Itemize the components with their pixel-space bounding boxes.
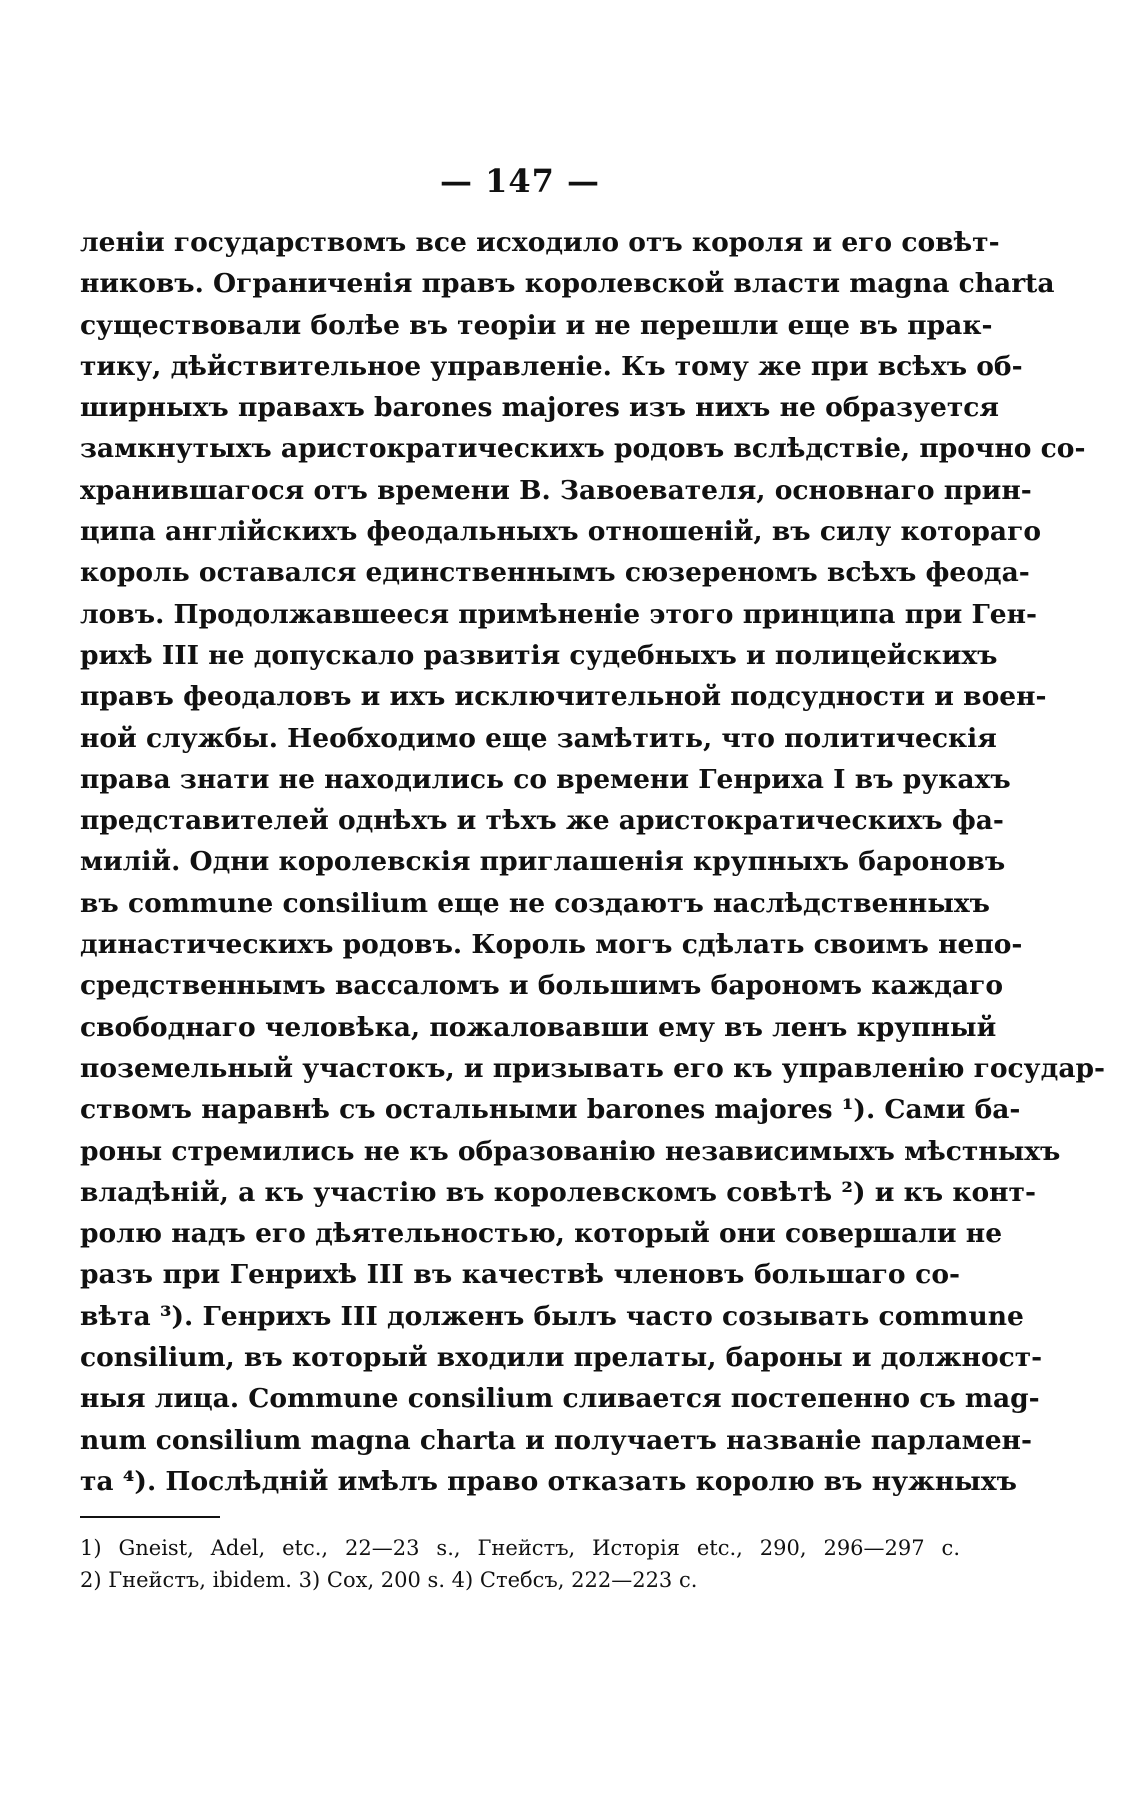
body-line: леніи государствомъ все исходило отъ короля и его совѣт- bbox=[80, 227, 1000, 258]
footnote-divider bbox=[80, 1516, 220, 1518]
body-line: владѣній, а къ участію въ королевскомъ совѣтѣ ²) и къ конт- bbox=[80, 1176, 1036, 1208]
body-line: свободнаго человѣка, пожаловавши ему въ ленъ крупный bbox=[80, 1011, 997, 1043]
body-line: права знати не находились со времени Генриха I въ рукахъ bbox=[80, 763, 1011, 795]
body-line: поземельный участокъ, и призывать его къ управленію государ- bbox=[80, 1052, 1106, 1084]
body-line: ципа англійскихъ феодальныхъ отношеній, въ силу котораго bbox=[80, 516, 1042, 548]
body-line: въ commune consilium еще не создаютъ наслѣдственныхъ bbox=[80, 887, 991, 919]
body-line: рихѣ III не допускало развитія судебныхъ и полицейскихъ bbox=[80, 639, 998, 671]
body-line: ствомъ наравнѣ съ остальными barones majores ¹). Сами ба- bbox=[80, 1094, 1021, 1126]
page-number: — 147 — bbox=[439, 162, 601, 200]
body-line: представителей однѣхъ и тѣхъ же аристократическихъ фа- bbox=[80, 805, 1004, 837]
body-line: вѣта ³). Генрихъ III долженъ былъ часто созывать commune bbox=[80, 1300, 1024, 1332]
body-line: никовъ. Ограниченія правъ королевской власти magna charta bbox=[80, 268, 1055, 300]
body-line: существовали болѣе въ теоріи и не перешли еще въ прак- bbox=[80, 309, 993, 341]
footnotes bbox=[80, 1532, 960, 1596]
body-line: ловъ. Продолжавшееся примѣненіе этого принципа при Ген- bbox=[80, 598, 1038, 630]
body-line: король оставался единственнымъ сюзереномъ всѣхъ феода- bbox=[80, 557, 1030, 589]
body-line: хранившагося отъ времени В. Завоевателя, основнаго прин- bbox=[80, 474, 1032, 506]
body-line: num consilium magna charta и получаетъ названіе парламен- bbox=[80, 1424, 1032, 1456]
body-line: consilium, въ который входили прелаты, бароны и должност- bbox=[80, 1342, 1043, 1374]
body-line: правъ феодаловъ и ихъ исключительной подсудности и воен- bbox=[80, 681, 1047, 713]
body-line: тику, дѣйствительное управленіе. Къ тому же при всѣхъ об- bbox=[80, 350, 1023, 382]
body-line: милій. Одни королевскія приглашенія крупныхъ бароновъ bbox=[80, 846, 1006, 878]
body-line: средственнымъ вассаломъ и большимъ барономъ каждаго bbox=[80, 970, 1004, 1002]
body-text bbox=[80, 222, 1106, 1502]
body-line: династическихъ родовъ. Король могъ сдѣлать своимъ непо- bbox=[80, 929, 1023, 961]
footnote-line: 1) Gneist, Adel, etc., 22—23 s., Гнейстъ, Исторія etc., 290, 296—297 с. bbox=[80, 1536, 960, 1561]
body-line: та ⁴). Послѣдній имѣлъ право отказать королю въ нужныхъ bbox=[80, 1465, 1017, 1497]
body-line: ширныхъ правахъ barones majores изъ нихъ не образуется bbox=[80, 392, 999, 424]
body-line: роны стремились не къ образованію независимыхъ мѣстныхъ bbox=[80, 1135, 1061, 1167]
body-line: разъ при Генрихѣ III въ качествѣ членовъ большаго со- bbox=[80, 1259, 960, 1291]
body-line: ной службы. Необходимо еще замѣтить, что политическія bbox=[80, 722, 997, 754]
body-line: замкнутыхъ аристократическихъ родовъ вслѣдствіе, прочно со- bbox=[80, 433, 1086, 465]
body-line: ролю надъ его дѣятельностью, который они совершали не bbox=[80, 1218, 1003, 1250]
body-line: ныя лица. Commune consilium сливается постепенно съ mag- bbox=[80, 1383, 1040, 1415]
footnote-line: 2) Гнейстъ, ibidem. 3) Cox, 200 s. 4) Стебсъ, 222—223 с. bbox=[80, 1568, 698, 1593]
page bbox=[80, 150, 1106, 1596]
